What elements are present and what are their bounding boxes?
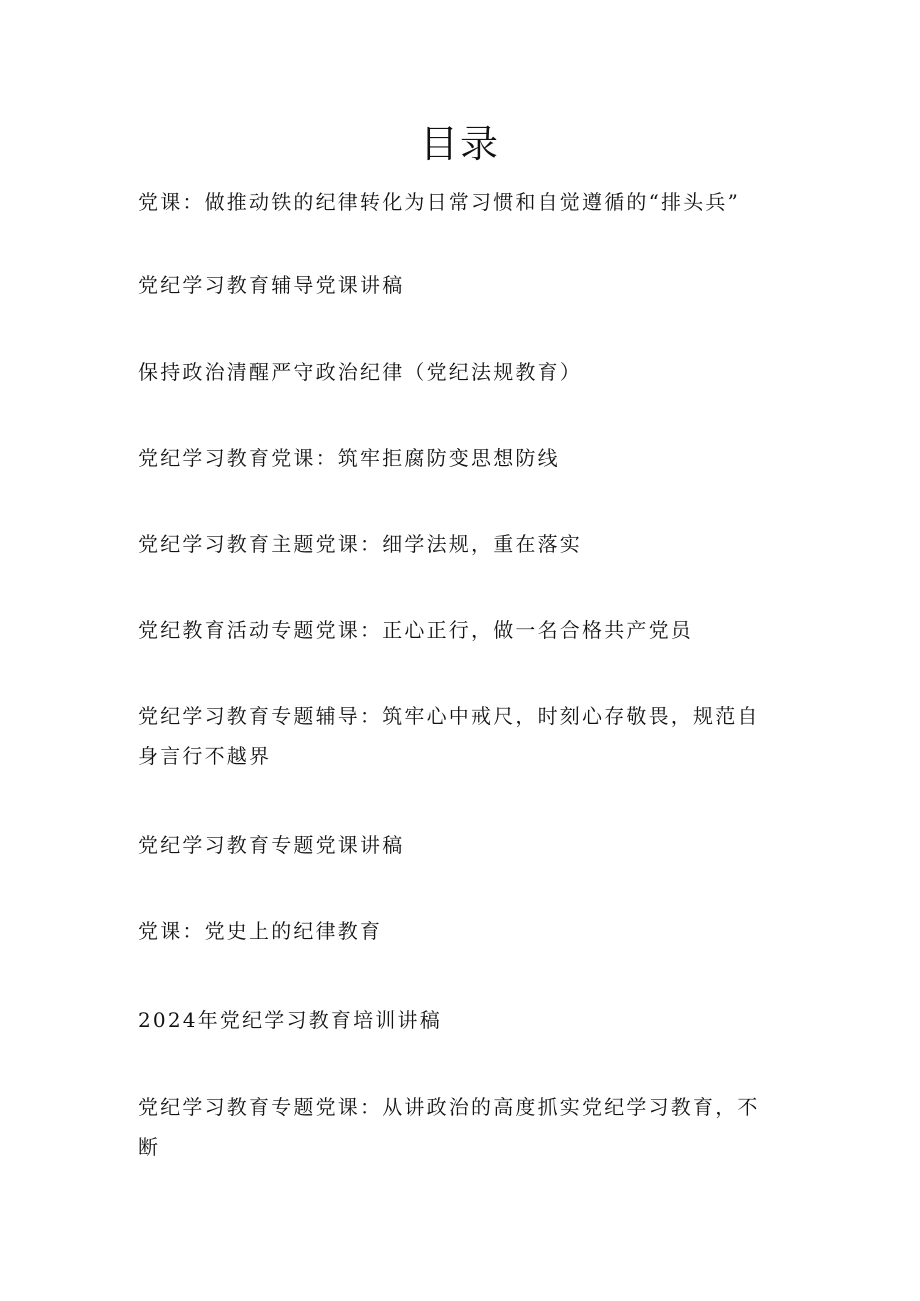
toc-item[interactable]: 党课：做推动铁的纪律转化为日常习惯和自觉遵循的“排头兵” [138,190,741,214]
toc-item[interactable]: 党课：党史上的纪律教育 [138,919,383,943]
toc-item[interactable]: 党纪学习教育专题党课讲稿 [138,833,405,857]
toc-item[interactable]: 党纪教育活动专题党课：正心正行，做一名合格共产党员 [138,618,693,642]
toc-item[interactable]: 党纪学习教育专题辅导：筑牢心中戒尺，时刻心存敬畏，规范自身言行不越界 [138,704,760,768]
toc-item[interactable]: 保持政治清醒严守政治纪律（党纪法规教育） [138,360,582,384]
toc-item[interactable]: 党纪学习教育主题党课：细学法规，重在落实 [138,532,582,556]
toc-item[interactable]: 党纪学习教育专题党课：从讲政治的高度抓实党纪学习教育，不断 [138,1095,760,1159]
toc-item[interactable]: 2024年党纪学习教育培训讲稿 [138,1008,442,1032]
toc-item[interactable]: 党纪学习教育辅导党课讲稿 [138,273,405,297]
toc-item[interactable]: 党纪学习教育党课：筑牢拒腐防变思想防线 [138,446,560,470]
toc-title: 目录 [419,122,500,166]
